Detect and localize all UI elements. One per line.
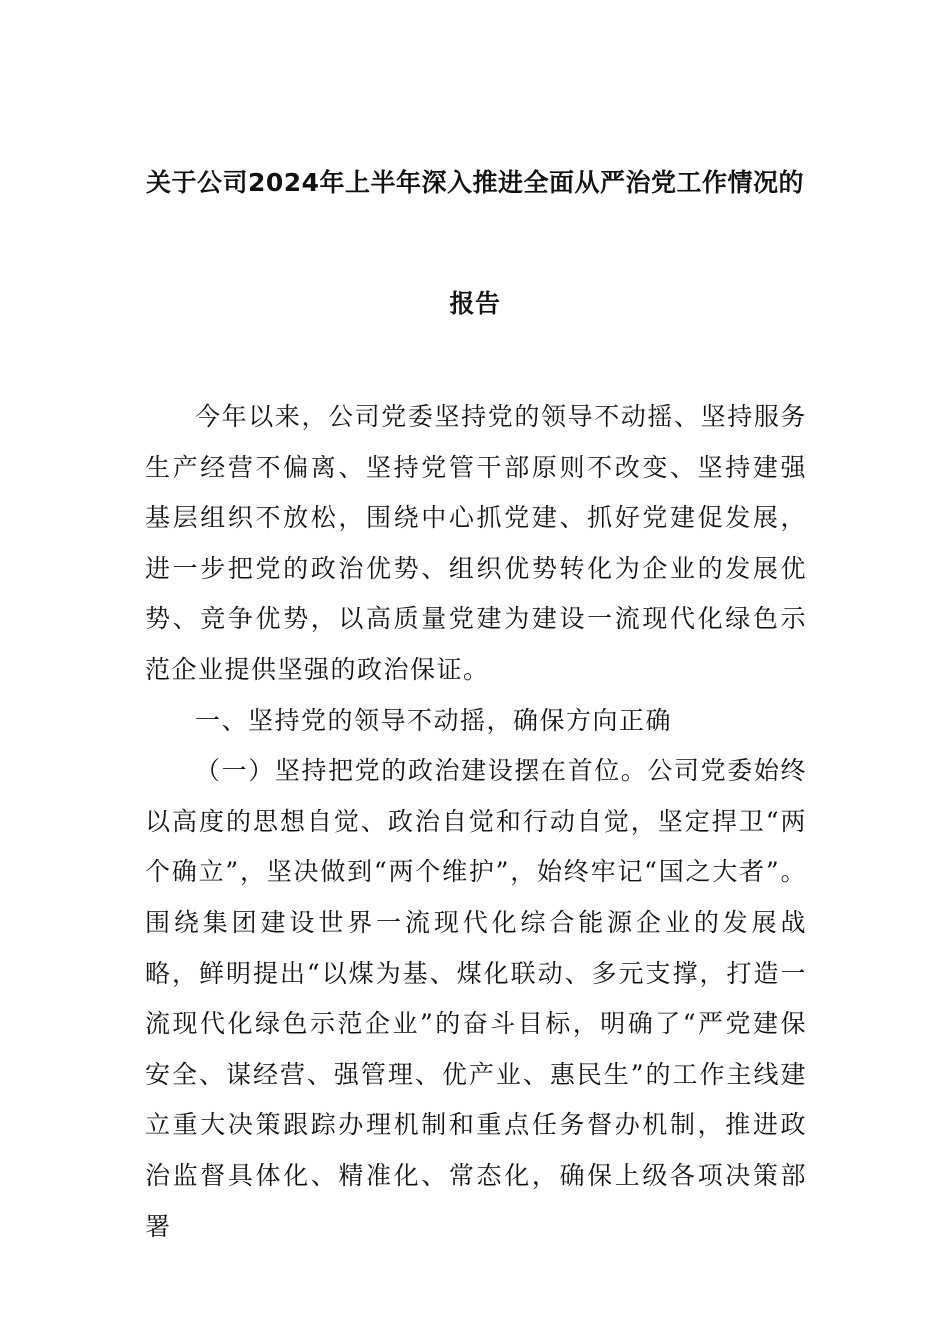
document-title-line-1: 关于公司2024年上半年深入推进全面从严治党工作情况的: [145, 168, 805, 197]
document-body: [145, 392, 807, 1252]
intro-paragraph: 今年以来，公司党委坚持党的领导不动摇、坚持服务生产经营不偏离、坚持党管干部原则不改变、坚持建强基层组织不放松，围绕中心抓党建、抓好党建促发展，进一步把党的政治优势、组织优势转化为企业的发展优势、竞争优势，以高质量党建为建设一流现代化绿色示范企业提供坚强的政治保证。: [145, 402, 807, 684]
section-heading-1: 一、坚持党的领导不动摇，确保方向正确: [195, 705, 673, 735]
subsection-paragraph-1: （一）坚持把党的政治建设摆在首位。公司党委始终以高度的思想自觉、政治自觉和行动自觉，坚定捍卫“两个确立”，坚决做到“两个维护”，始终牢记“国之大者”。围绕集团建设世界一流现代化综合能源企业的发展战略，鲜明提出“以煤为基、煤化联动、多元支撑，打造一流现代化绿色示范企业”的奋斗目标，明确了“严党建保安全、谋经营、强管理、优产业、惠民生”的工作主线建立重大决策跟踪办理机制和重点任务督办机制，推进政治监督具体化、精准化、常态化，确保上级各项决策部署: [145, 756, 807, 1241]
document-title-line-2: 报告: [449, 289, 501, 318]
